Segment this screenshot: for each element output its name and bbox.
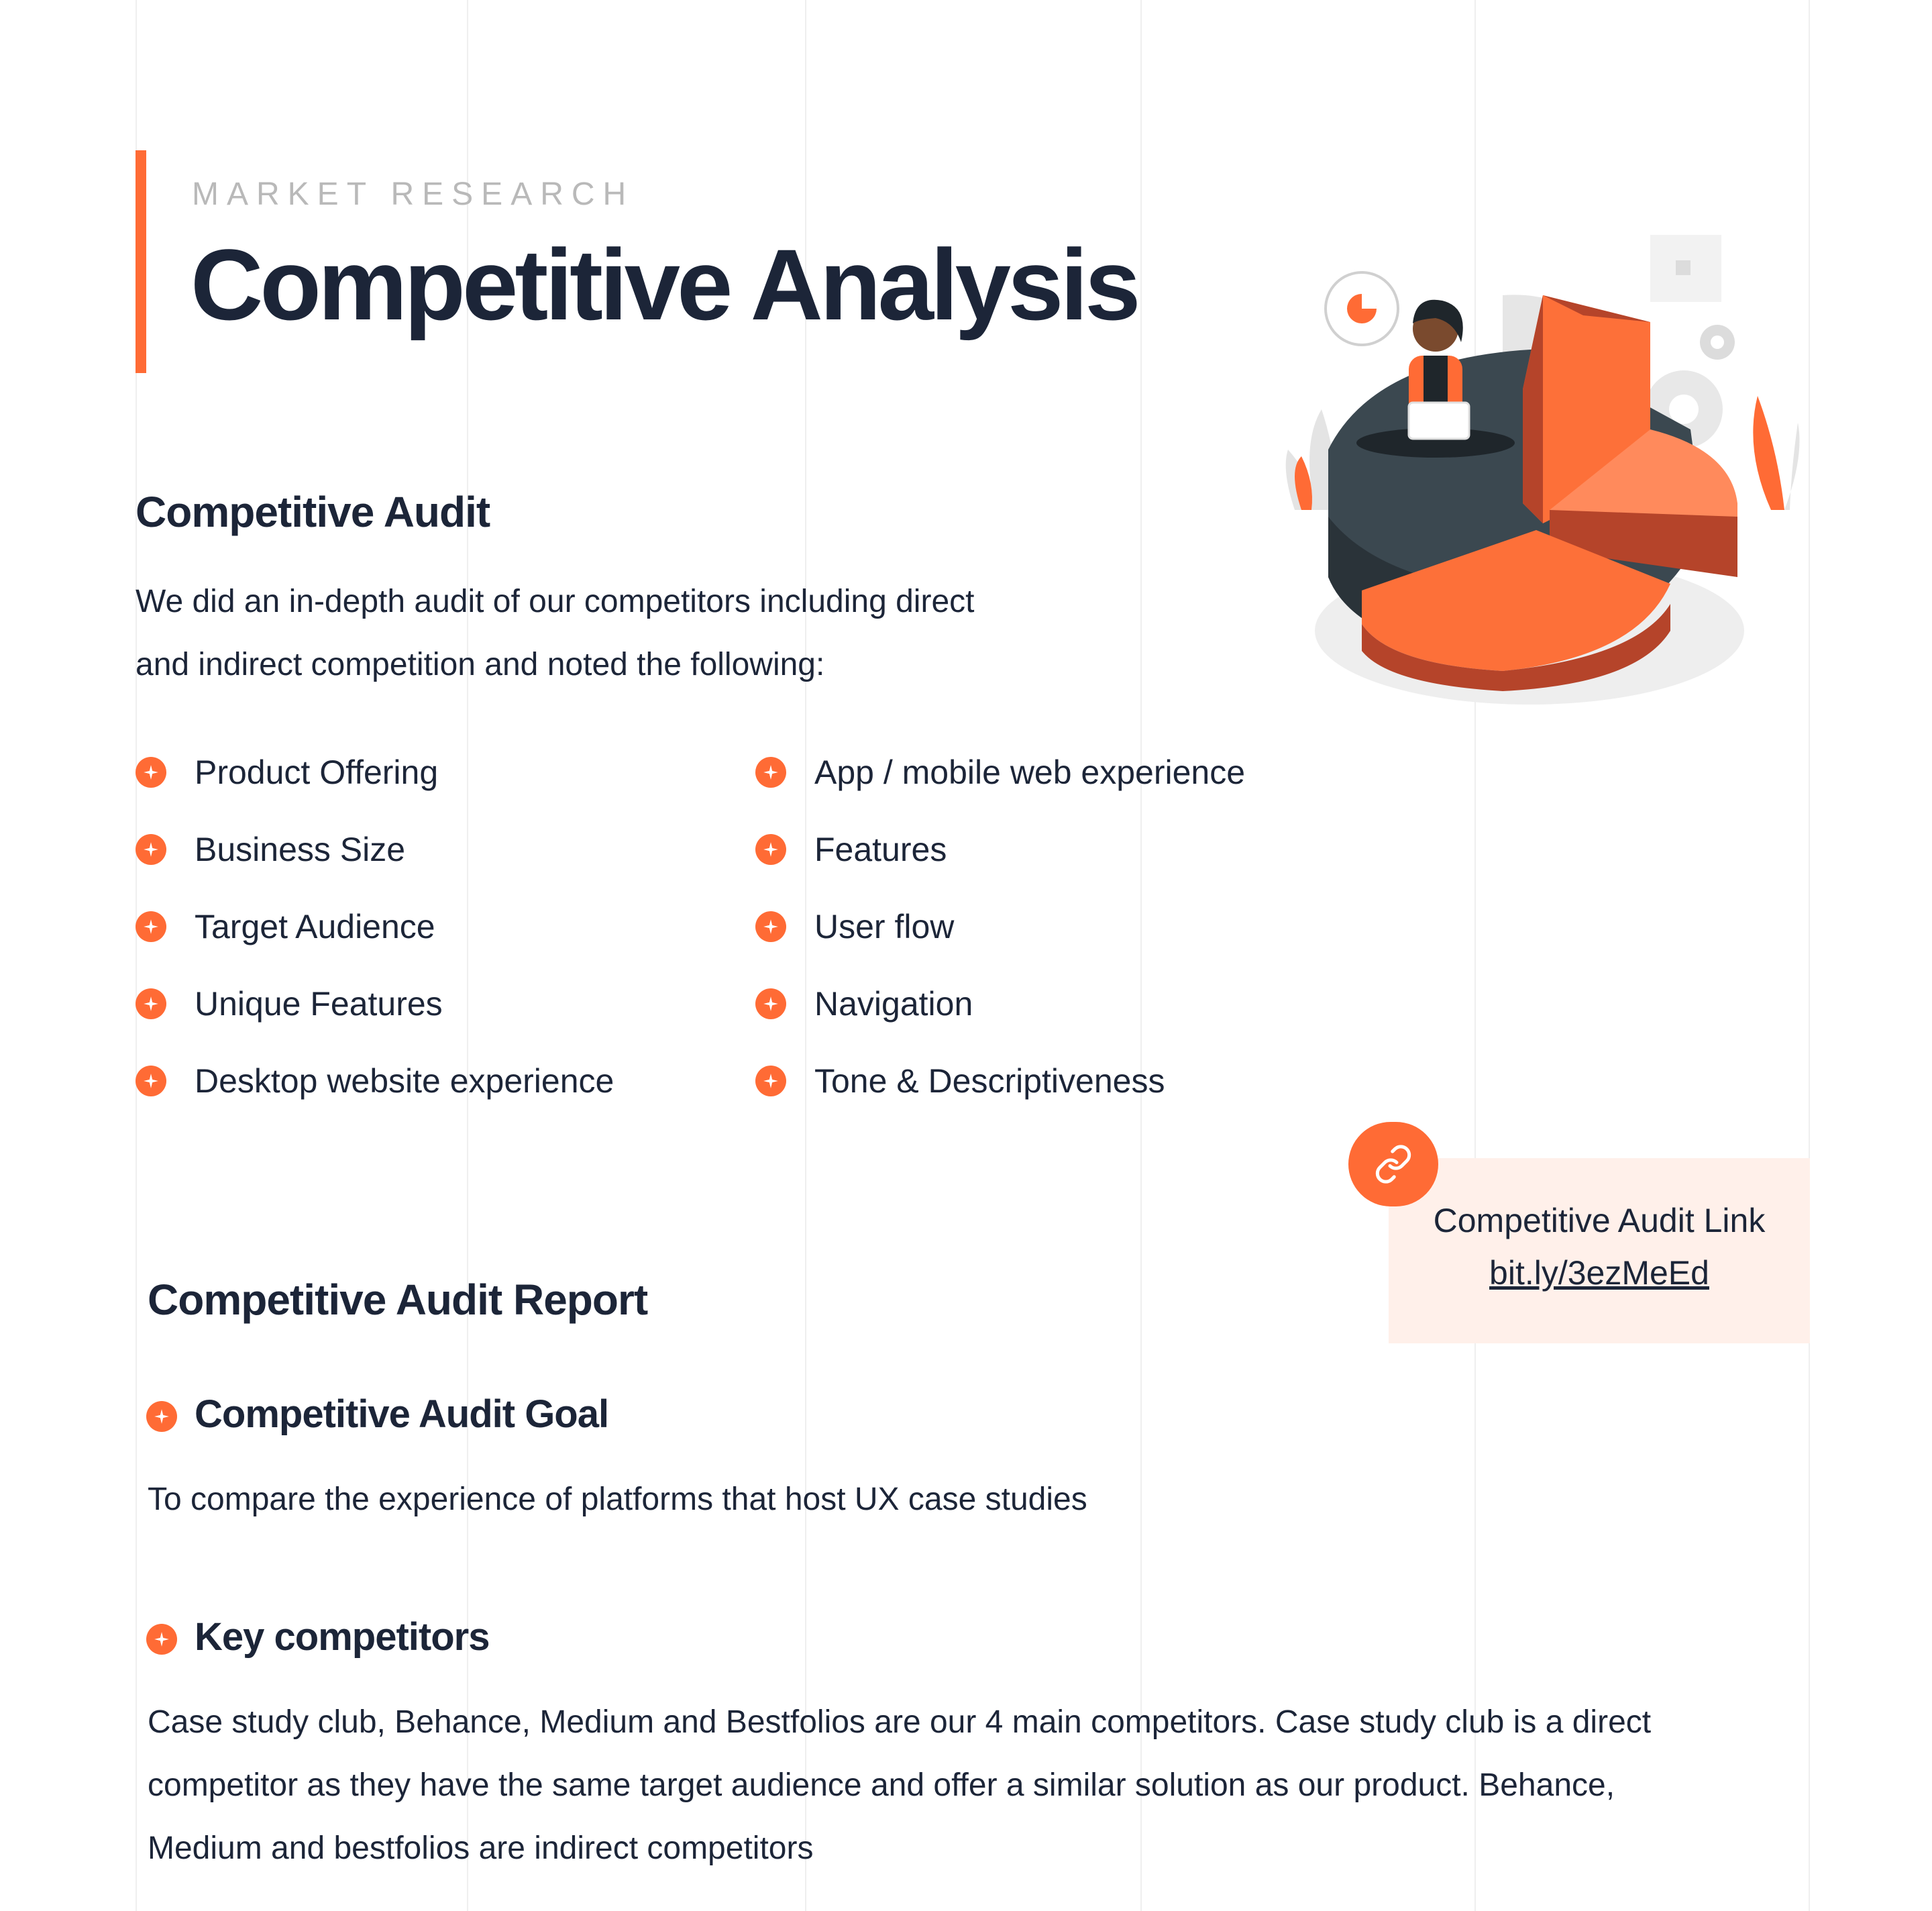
link-icon — [1348, 1122, 1438, 1206]
sparkle-bullet-icon — [136, 911, 166, 942]
sparkle-bullet-icon — [136, 1066, 166, 1096]
audit-link-label: Competitive Audit Link — [1433, 1202, 1766, 1239]
intro-line: and indirect competition and noted the following: — [136, 647, 825, 682]
pie-chart-illustration — [1275, 228, 1811, 725]
key-competitors-title: Key competitors — [195, 1615, 490, 1659]
sparkle-bullet-icon — [755, 1066, 786, 1096]
key-competitors-text — [148, 1691, 1651, 1880]
list-item-label: Navigation — [814, 985, 973, 1023]
list-item-label: Unique Features — [195, 985, 443, 1023]
audit-goal-title: Competitive Audit Goal — [195, 1392, 609, 1436]
audit-link-card — [1389, 1158, 1810, 1343]
sparkle-bullet-icon — [136, 757, 166, 788]
gridline — [1140, 0, 1142, 1911]
list-item-label: Features — [814, 831, 947, 868]
list-item-label: App / mobile web experience — [814, 754, 1246, 791]
sparkle-bullet-icon — [755, 911, 786, 942]
paragraph-line: Case study club, Behance, Medium and Bestfolios are our 4 main competitors. Case study club is a direct — [148, 1704, 1652, 1740]
sparkle-bullet-icon — [755, 988, 786, 1019]
sparkle-bullet-icon — [146, 1401, 177, 1432]
section-eyebrow: MARKET RESEARCH — [192, 176, 635, 212]
audit-goal-text: To compare the experience of platforms that host UX case studies — [148, 1482, 1087, 1517]
list-item-label: Tone & Descriptiveness — [814, 1062, 1165, 1100]
sparkle-bullet-icon — [755, 757, 786, 788]
sparkle-bullet-icon — [146, 1624, 177, 1655]
list-item-label: Target Audience — [195, 908, 435, 945]
sparkle-bullet-icon — [136, 988, 166, 1019]
audit-link-url[interactable]: bit.ly/3ezMeEd — [1489, 1254, 1709, 1292]
competitive-audit-heading: Competitive Audit — [136, 488, 490, 536]
list-item-label: Desktop website experience — [195, 1062, 614, 1100]
title-accent-bar — [136, 150, 146, 373]
competitive-audit-intro — [136, 570, 974, 696]
paragraph-line: competitor as they have the same target audience and offer a similar solution as our product. Behance, — [148, 1767, 1615, 1803]
list-item-label: User flow — [814, 908, 955, 945]
list-item-label: Product Offering — [195, 754, 439, 791]
intro-line: We did an in-depth audit of our competitors including direct — [136, 584, 975, 619]
sparkle-bullet-icon — [755, 834, 786, 865]
audit-report-heading: Competitive Audit Report — [148, 1276, 648, 1324]
list-item-label: Business Size — [195, 831, 406, 868]
paragraph-line: Medium and bestfolios are indirect competitors — [148, 1830, 814, 1866]
sparkle-bullet-icon — [136, 834, 166, 865]
page-title: Competitive Analysis — [191, 228, 1138, 341]
